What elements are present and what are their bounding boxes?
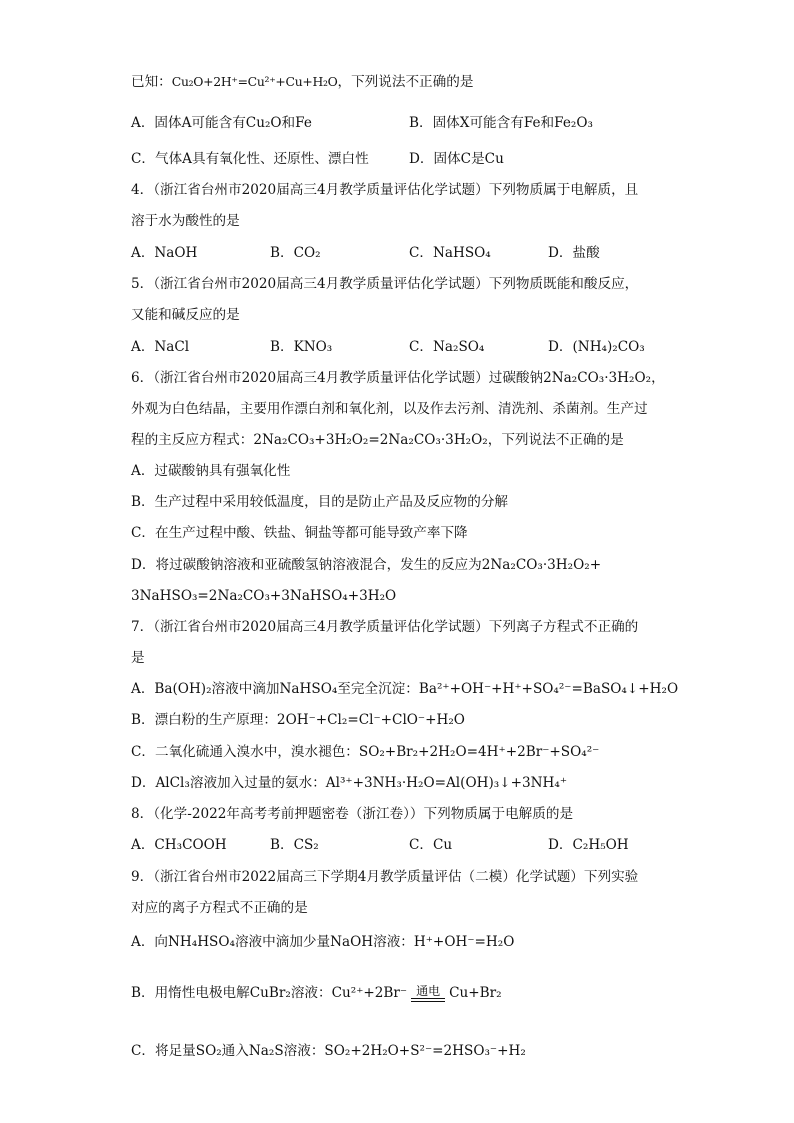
q6-stem-line2: 外观为白色结晶，主要用作漂白剂和氧化剂，以及作去污剂、清洗剂、杀菌剂。生产过 xyxy=(131,401,648,417)
q6-stem-line3: 程的主反应方程式：2Na₂CO₃+3H₂O₂=2Na₂CO₃·3H₂O₂，下列说法不正确的是 xyxy=(131,432,624,448)
given-reaction: Cu₂O+2H⁺=Cu²⁺+Cu+H₂O xyxy=(171,74,338,89)
q9-option-b xyxy=(131,984,502,1002)
given-option-c: C．气体A具有氧化性、还原性、漂白性 xyxy=(131,151,369,167)
q7-stem-line2: 是 xyxy=(131,650,145,666)
q6-option-d-line2: 3NaHSO₃=2Na₂CO₃+3NaHSO₄+3H₂O xyxy=(131,588,397,604)
q6-option-a: A．过碳酸钠具有强氧化性 xyxy=(131,463,291,479)
q7-stem-line1: 7．（浙江省台州市2020届高三4月教学质量评估化学试题）下列离子方程式不正确的 xyxy=(131,619,639,635)
q9-option-c: C．将足量SO₂通入Na₂S溶液：SO₂+2H₂O+S²⁻=2HSO₃⁻+H₂ xyxy=(131,1043,526,1059)
q6-option-b: B．生产过程中采用较低温度，目的是防止产品及反应物的分解 xyxy=(131,494,509,510)
electrolysis-condition: 通电 xyxy=(416,984,441,998)
q8-option-a: A．CH₃COOH xyxy=(131,837,227,853)
given-statement xyxy=(131,73,473,91)
electrolysis-arrow xyxy=(411,985,445,1002)
q9-option-a: A．向NH₄HSO₄溶液中滴加少量NaOH溶液：H⁺+OH⁻=H₂O xyxy=(131,934,515,950)
given-prefix: 已知： xyxy=(131,74,172,90)
given-option-a: A．固体A可能含有Cu₂O和Fe xyxy=(131,115,312,131)
q8-stem-line1: 8．（化学-2022年高考考前押题密卷（浙江卷））下列物质属于电解质的是 xyxy=(131,806,574,822)
given-suffix: ，下列说法不正确的是 xyxy=(337,74,474,90)
q5-option-a: A．NaCl xyxy=(131,339,190,355)
given-option-d: D．固体C是Cu xyxy=(409,151,504,167)
q4-option-b: B．CO₂ xyxy=(270,245,321,261)
q9-option-b-prefix: B．用惰性电极电解CuBr₂溶液：Cu²⁺+2Br⁻ xyxy=(131,985,408,1001)
q6-option-c: C．在生产过程中酸、铁盐、铜盐等都可能导致产率下降 xyxy=(131,525,468,541)
q5-option-b: B．KNO₃ xyxy=(270,339,333,355)
q6-stem-line1: 6．（浙江省台州市2020届高三4月教学质量评估化学试题）过碳酸钠2Na₂CO₃·3H₂O₂， xyxy=(131,370,665,386)
q4-option-a: A．NaOH xyxy=(131,245,198,261)
q5-stem-line2: 又能和碱反应的是 xyxy=(131,307,240,323)
q4-option-c: C．NaHSO₄ xyxy=(409,245,491,261)
q8-option-c: C．Cu xyxy=(409,837,453,853)
q8-option-b: B．CS₂ xyxy=(270,837,319,853)
q4-option-d: D．盐酸 xyxy=(548,245,600,261)
q7-option-c: C．二氧化硫通入溴水中，溴水褪色：SO₂+Br₂+2H₂O=4H⁺+2Br⁻+SO₄²⁻ xyxy=(131,744,600,760)
q9-option-b-suffix: Cu+Br₂ xyxy=(449,985,502,1001)
q5-option-d: D．(NH₄)₂CO₃ xyxy=(548,339,645,355)
q5-option-c: C．Na₂SO₄ xyxy=(409,339,485,355)
given-option-b: B．固体X可能含有Fe和Fe₂O₃ xyxy=(409,115,593,131)
q7-option-b: B．漂白粉的生产原理：2OH⁻+Cl₂=Cl⁻+ClO⁻+H₂O xyxy=(131,712,465,728)
q8-option-d: D．C₂H₅OH xyxy=(548,837,629,853)
q7-option-a: A．Ba(OH)₂溶液中滴加NaHSO₄至完全沉淀：Ba²⁺+OH⁻+H⁺+SO₄²⁻=BaSO₄↓+H₂O xyxy=(131,681,679,697)
q4-stem-line1: 4．（浙江省台州市2020届高三4月教学质量评估化学试题）下列物质属于电解质，且 xyxy=(131,182,639,198)
q5-stem-line1: 5．（浙江省台州市2020届高三4月教学质量评估化学试题）下列物质既能和酸反应， xyxy=(131,276,639,292)
double-bar xyxy=(411,998,445,1002)
q9-stem-line1: 9．（浙江省台州市2022届高三下学期4月教学质量评估（二模）化学试题）下列实验 xyxy=(131,869,639,885)
q9-stem-line2: 对应的离子方程式不正确的是 xyxy=(131,900,308,916)
q7-option-d: D．AlCl₃溶液加入过量的氨水：Al³⁺+3NH₃·H₂O=Al(OH)₃↓+3NH₄⁺ xyxy=(131,775,568,791)
q4-stem-line2: 溶于水为酸性的是 xyxy=(131,213,240,229)
q6-option-d-line1: D．将过碳酸钠溶液和亚硫酸氢钠溶液混合，发生的反应为2Na₂CO₃·3H₂O₂+ xyxy=(131,557,602,573)
